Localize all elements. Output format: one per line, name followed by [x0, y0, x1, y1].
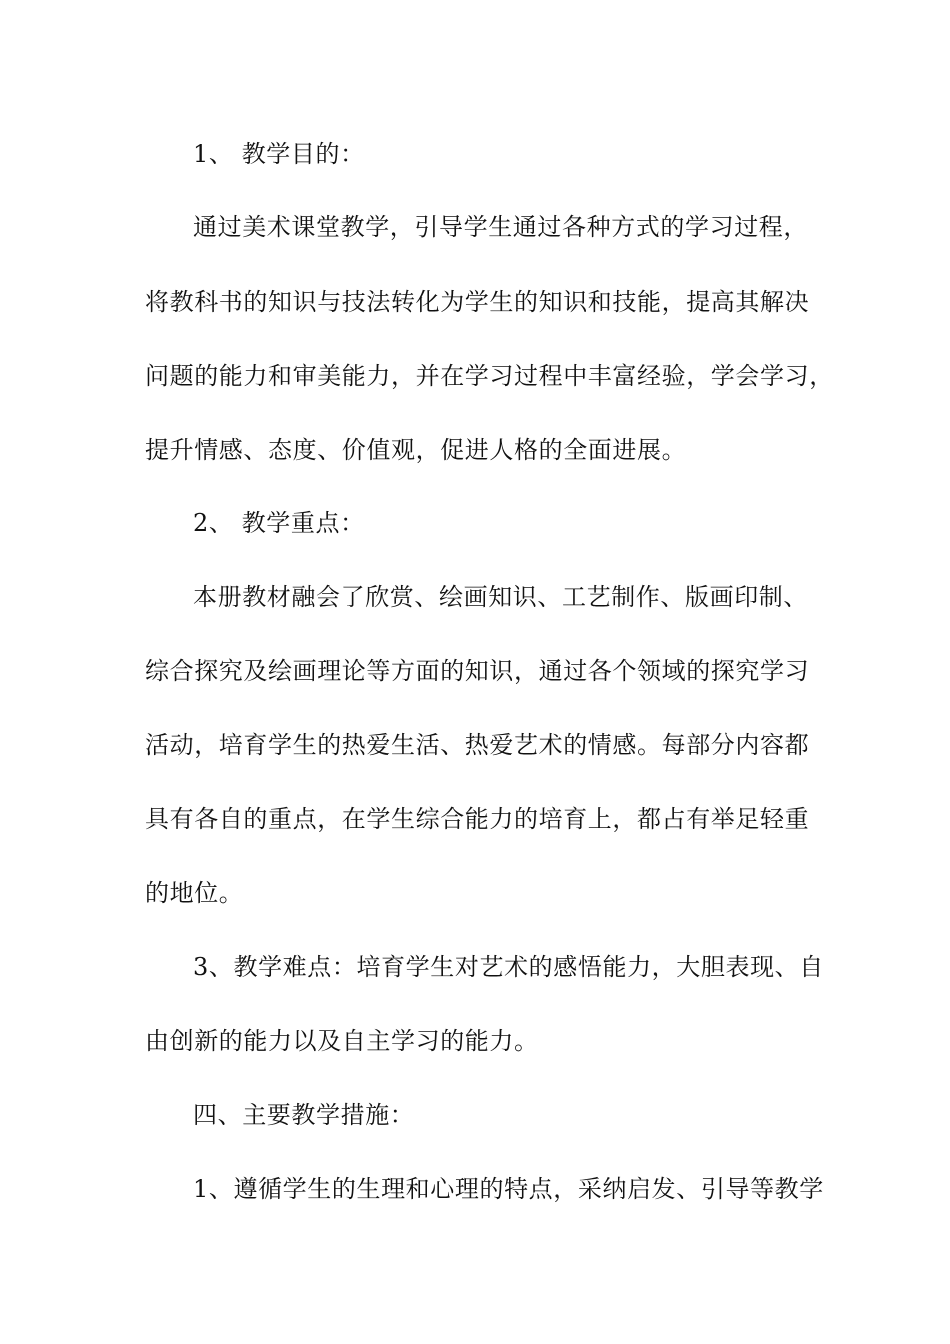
paragraph-teaching-difficulty: 3、教学难点：培育学生对艺术的感悟能力，大胆表现、自	[193, 953, 824, 981]
heading-teaching-measures: 四、主要教学措施：	[193, 1101, 415, 1129]
paragraph-line: 将教科书的知识与技法转化为学生的知识和技能，提高其解决	[145, 288, 810, 316]
paragraph-line: 通过美术课堂教学，引导学生通过各种方式的学习过程，	[193, 213, 808, 241]
paragraph-line: 1、遵循学生的生理和心理的特点，采纳启发、引导等教学	[193, 1175, 824, 1203]
paragraph-line: 综合探究及绘画理论等方面的知识，通过各个领域的探究学习	[145, 657, 810, 685]
paragraph-line: 问题的能力和审美能力，并在学习过程中丰富经验，学会学习，	[145, 362, 834, 390]
paragraph-line: 具有各自的重点，在学生综合能力的培育上，都占有举足轻重	[145, 805, 810, 833]
paragraph-line: 由创新的能力以及自主学习的能力。	[145, 1027, 539, 1055]
heading-teaching-goal: 1、 教学目的：	[193, 140, 365, 168]
heading-teaching-focus: 2、 教学重点：	[193, 509, 365, 537]
paragraph-line: 提升情感、态度、价值观，促进人格的全面进展。	[145, 436, 687, 464]
paragraph-line: 活动，培育学生的热爱生活、热爱艺术的情感。每部分内容都	[145, 731, 810, 759]
paragraph-line: 本册教材融会了欣赏、绘画知识、工艺制作、版画印制、	[193, 583, 808, 611]
paragraph-line: 的地位。	[145, 879, 244, 907]
